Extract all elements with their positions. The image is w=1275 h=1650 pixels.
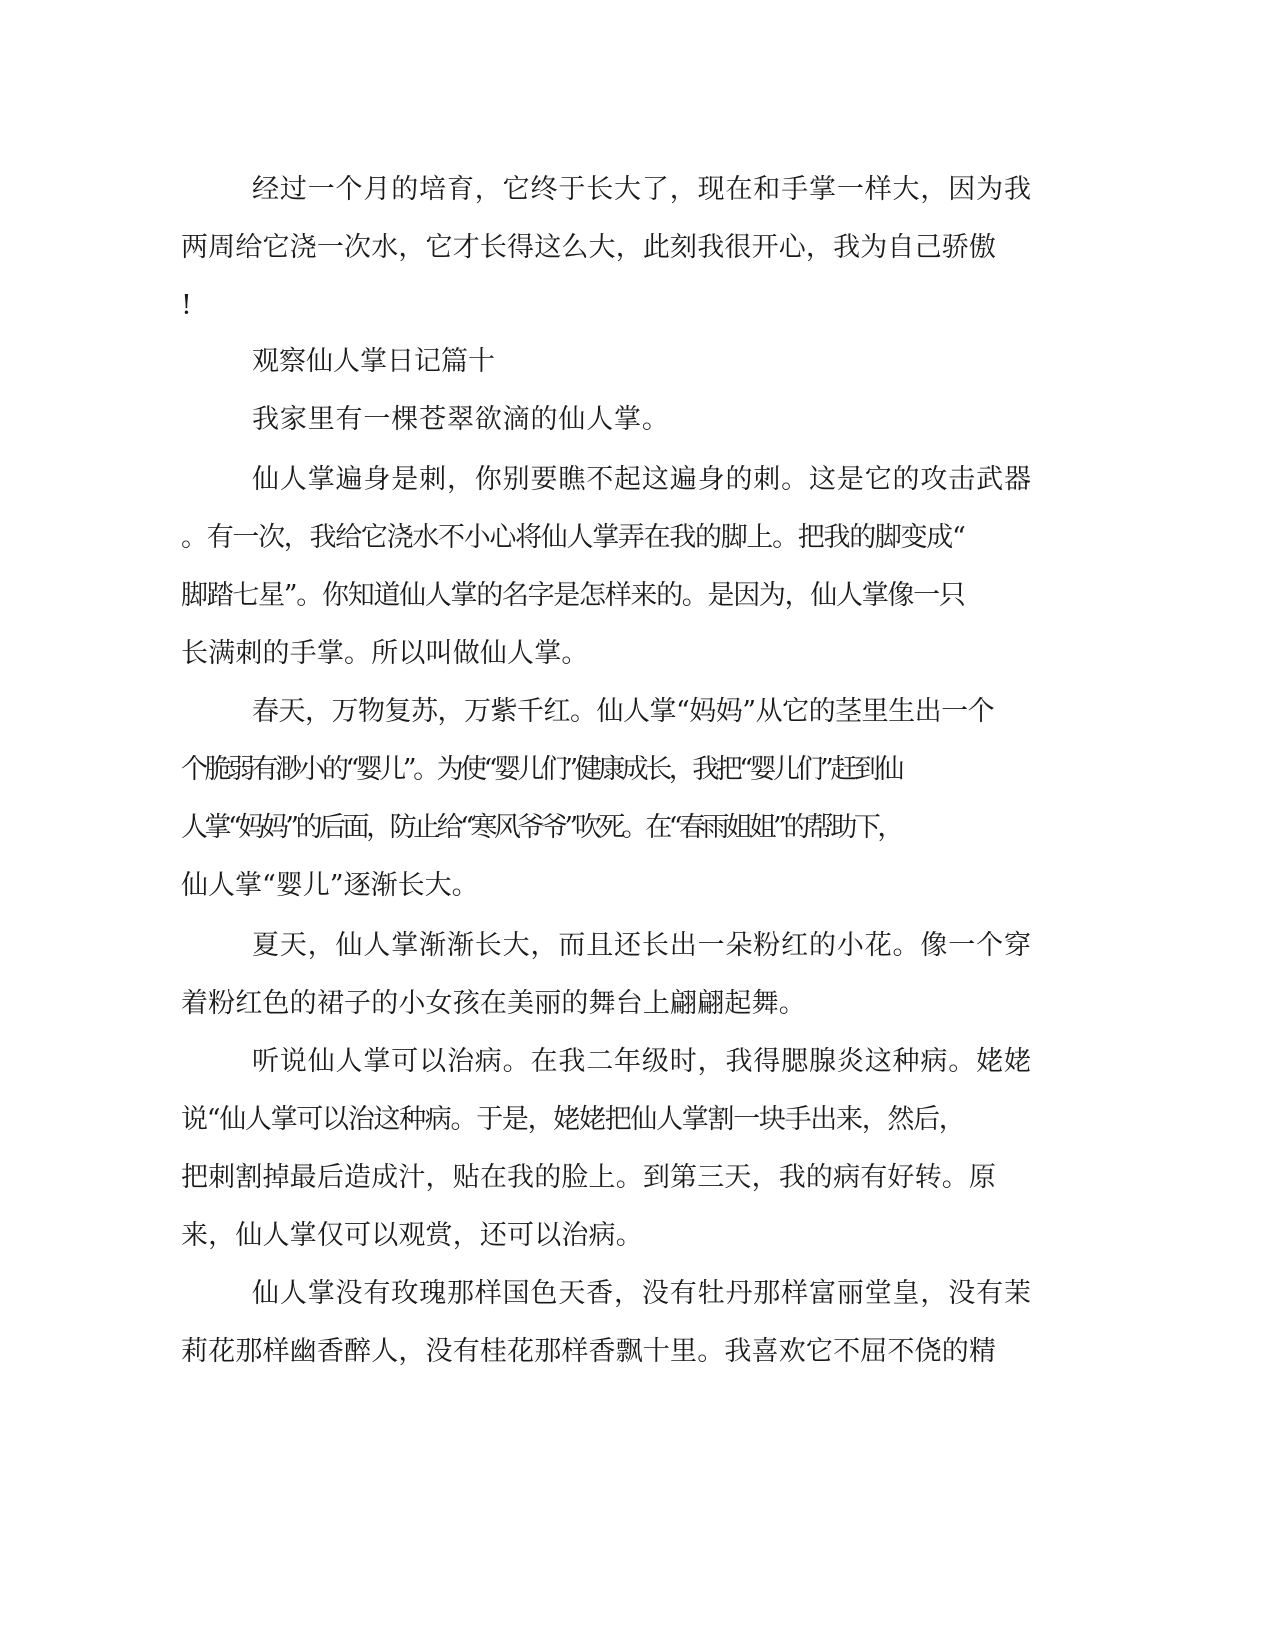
paragraph-line: 把刺割掉最后造成汁，贴在我的脸上。到第三天，我的病有好转。原 <box>181 1162 997 1193</box>
paragraph-line: 脚踏七星”。你知道仙人掌的名字是怎样来的。是因为，仙人掌像一只 <box>181 580 965 611</box>
paragraph-line: 说“仙人掌可以治这种病。于是，姥姥把仙人掌割一块手出来，然后， <box>181 1104 965 1135</box>
paragraph-line: 我家里有一棵苍翠欲滴的仙人掌。 <box>252 404 670 435</box>
paragraph-line: 两周给它浇一次水，它才长得这么大，此刻我很开心，我为自己骄傲 <box>181 232 997 263</box>
paragraph-line: 人掌“妈妈”的后面，防止给“寒风爷爷”吹死。在“春雨姐姐”的帮助下， <box>181 812 901 843</box>
paragraph-line: 仙人掌遍身是刺，你别要瞧不起这遍身的刺。这是它的攻击武器 <box>252 464 1032 495</box>
paragraph-line: 夏天，仙人掌渐渐长大，而且还长出一朵粉红的小花。像一个穿 <box>252 930 1032 961</box>
paragraph-line: 春天，万物复苏，万紫千红。仙人掌“妈妈”从它的茎里生出一个 <box>252 696 995 727</box>
paragraph-line: 经过一个月的培育，它终于长大了，现在和手掌一样大，因为我 <box>252 174 1032 205</box>
paragraph-line: 听说仙人掌可以治病。在我二年级时，我得腮腺炎这种病。姥姥 <box>252 1046 1032 1077</box>
paragraph-line: 着粉红色的裙子的小女孩在美丽的舞台上翩翩起舞。 <box>181 988 806 1019</box>
paragraph-line: 个脆弱有渺小的“婴儿”。为使“婴儿们”健康成长，我把“婴儿们”赶到仙 <box>181 754 901 785</box>
paragraph-line: 仙人掌没有玫瑰那样国色天香，没有牡丹那样富丽堂皇，没有茉 <box>252 1278 1032 1309</box>
section-heading: 观察仙人掌日记篇十 <box>252 346 495 377</box>
paragraph-line: 仙人掌“婴儿”逐渐长大。 <box>181 870 479 901</box>
paragraph-line: 。有一次，我给它浇水不小心将仙人掌弄在我的脚上。把我的脚变成“ <box>181 522 965 553</box>
paragraph-line: 莉花那样幽香醉人，没有桂花那样香飘十里。我喜欢它不屈不侥的精 <box>181 1336 997 1367</box>
paragraph-line: 来，仙人掌仅可以观赏，还可以治病。 <box>181 1220 643 1251</box>
paragraph-line: 长满刺的手掌。所以叫做仙人掌。 <box>181 638 589 669</box>
paragraph-line: ! <box>181 290 192 321</box>
